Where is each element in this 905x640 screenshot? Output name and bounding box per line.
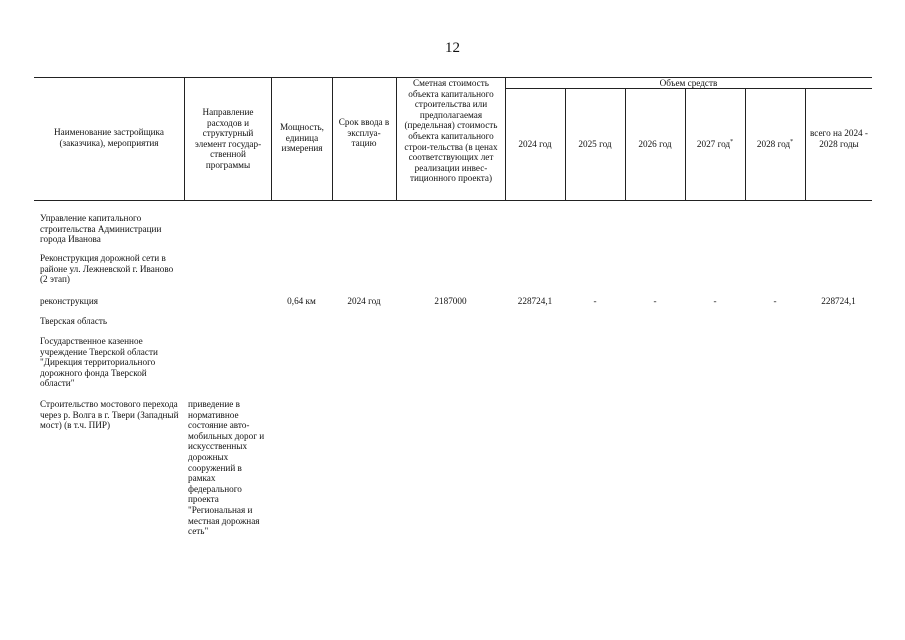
- header-2026: 2026 год: [638, 139, 672, 149]
- col-divider-2: [271, 77, 272, 200]
- col-divider-1: [184, 77, 185, 200]
- col-divider-4: [396, 77, 397, 200]
- header-term: Срок ввода в эксплуа-тацию: [338, 117, 390, 149]
- header-2024: 2024 год: [518, 139, 552, 149]
- row-agency-ivanovo: Управление капитального строительства Администрации города Иванова: [40, 213, 162, 245]
- header-capacity: Мощность, единица измерения: [280, 122, 324, 154]
- row-reconstruction-total: 228724,1: [821, 296, 856, 306]
- col-divider-10: [805, 88, 806, 200]
- row-reconstruction-2026: -: [653, 296, 657, 306]
- header-2027: 2027 год*: [696, 139, 734, 149]
- header-total: всего на 2024 - 2028 годы: [809, 128, 868, 149]
- header-name: Наименование застройщика (заказчика), мероприятия: [54, 127, 164, 148]
- row-reconstruction-2025: -: [593, 296, 597, 306]
- row-reconstruction-capacity: 0,64 км: [287, 296, 316, 306]
- col-divider-3: [332, 77, 333, 200]
- row-reconstruction-term: 2024 год: [347, 296, 381, 306]
- row-reconstruction-cost: 2187000: [434, 296, 467, 306]
- row-reconstruction-name: реконструкция: [40, 296, 98, 306]
- row-agency-tver: Государственное казенное учреждение Тверской области "Дирекция территориального дорожного фонда Тверской области": [40, 336, 158, 389]
- header-2028: 2028 год*: [756, 139, 794, 149]
- header-direction: Направление расходов и структурный элемент государ-ственной программы: [194, 107, 262, 170]
- header-bottom-border: [34, 200, 872, 201]
- page-number: 12: [445, 40, 460, 56]
- row-project-west-bridge: Строительство мостового перехода через р. Волга в г. Твери (Западный мост) (в т.ч. ПИР): [40, 399, 179, 431]
- header-2025: 2025 год: [578, 139, 612, 149]
- row-region-tver: Тверская область: [40, 316, 108, 326]
- row-project-west-bridge-direction: приведение в нормативное состояние авто-мобильных дорог и искусственных дорожных сооружений в рамках федерального проекта "Региональная и местная дорожная сеть": [188, 399, 265, 537]
- header-volume: Объем средств: [659, 78, 718, 88]
- row-reconstruction-2027: -: [713, 296, 717, 306]
- row-project-lezhnevskaya: Реконструкция дорожной сети в районе ул. Лежневской г. Иваново (2 этап): [40, 253, 174, 285]
- header-cost: Сметная стоимость объекта капитального строительства или предполагаемая (предельная) стоимость объекта капитального строи-тельства (в ценах соответствующих лет реализации инвес-тиционного проекта): [404, 78, 498, 184]
- row-reconstruction-2028: -: [773, 296, 777, 306]
- row-reconstruction-2024: 228724,1: [517, 296, 553, 306]
